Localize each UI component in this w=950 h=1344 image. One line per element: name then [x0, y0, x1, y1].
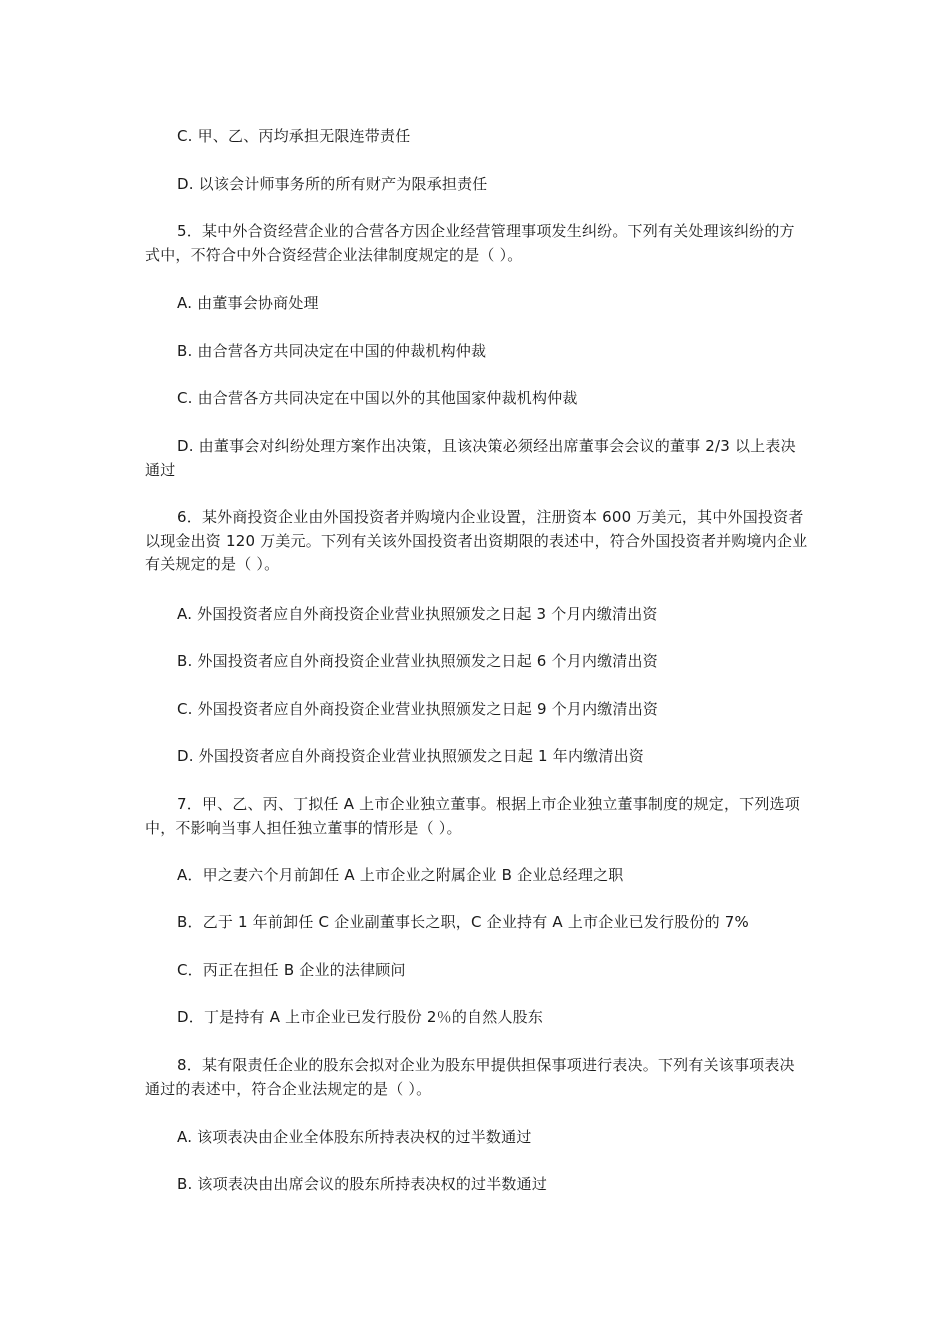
option-8a: A. 该项表决由企业全体股东所持表决权的过半数通过 [177, 1128, 532, 1146]
option-7a: A．甲之妻六个月前卸任 A 上市企业之附属企业 B 企业总经理之职 [177, 866, 624, 884]
option-7b: B．乙于 1 年前卸任 C 企业副董事长之职，C 企业持有 A 上市企业已发行股份的 7% [177, 913, 749, 931]
option-4c: C. 甲、乙、丙均承担无限连带责任 [177, 127, 411, 145]
question-7: 7．甲、乙、丙、丁拟任 A 上市企业独立董事。根据上市企业独立董事制度的规定，下列选项中，不影响当事人担任独立董事的情形是（ ）。 [145, 795, 800, 837]
option-5c: C. 由合营各方共同决定在中国以外的其他国家仲裁机构仲裁 [177, 389, 578, 407]
question-8: 8．某有限责任企业的股东会拟对企业为股东甲提供担保事项进行表决。下列有关该事项表决通过的表述中，符合企业法规定的是（ ）。 [145, 1056, 795, 1098]
option-4d: D. 以该会计师事务所的所有财产为限承担责任 [177, 175, 488, 193]
option-7d: D．丁是持有 A 上市企业已发行股份 2％的自然人股东 [177, 1008, 544, 1026]
option-6d: D. 外国投资者应自外商投资企业营业执照颁发之日起 1 年内缴清出资 [177, 747, 644, 765]
question-5: 5．某中外合资经营企业的合营各方因企业经营管理事项发生纠纷。下列有关处理该纠纷的方式中，不符合中外合资经营企业法律制度规定的是（ ）。 [145, 222, 795, 264]
option-5d: D. 由董事会对纠纷处理方案作出决策，且该决策必须经出席董事会会议的董事 2/3 以上表决通过 [145, 437, 796, 479]
option-6a: A. 外国投资者应自外商投资企业营业执照颁发之日起 3 个月内缴清出资 [177, 605, 658, 623]
option-5a: A. 由董事会协商处理 [177, 294, 319, 312]
option-7c: C．丙正在担任 B 企业的法律顾问 [177, 961, 406, 979]
question-6: 6．某外商投资企业由外国投资者并购境内企业设置，注册资本 600 万美元，其中外国投资者以现金出资 120 万美元。下列有关该外国投资者出资期限的表述中，符合外国投资者并购境内企业有关规定的是（ ）。 [145, 508, 808, 573]
option-8b: B. 该项表决由出席会议的股东所持表决权的过半数通过 [177, 1175, 548, 1193]
option-6c: C. 外国投资者应自外商投资企业营业执照颁发之日起 9 个月内缴清出资 [177, 700, 659, 718]
option-5b: B. 由合营各方共同决定在中国的仲裁机构仲裁 [177, 342, 487, 360]
option-6b: B. 外国投资者应自外商投资企业营业执照颁发之日起 6 个月内缴清出资 [177, 652, 658, 670]
